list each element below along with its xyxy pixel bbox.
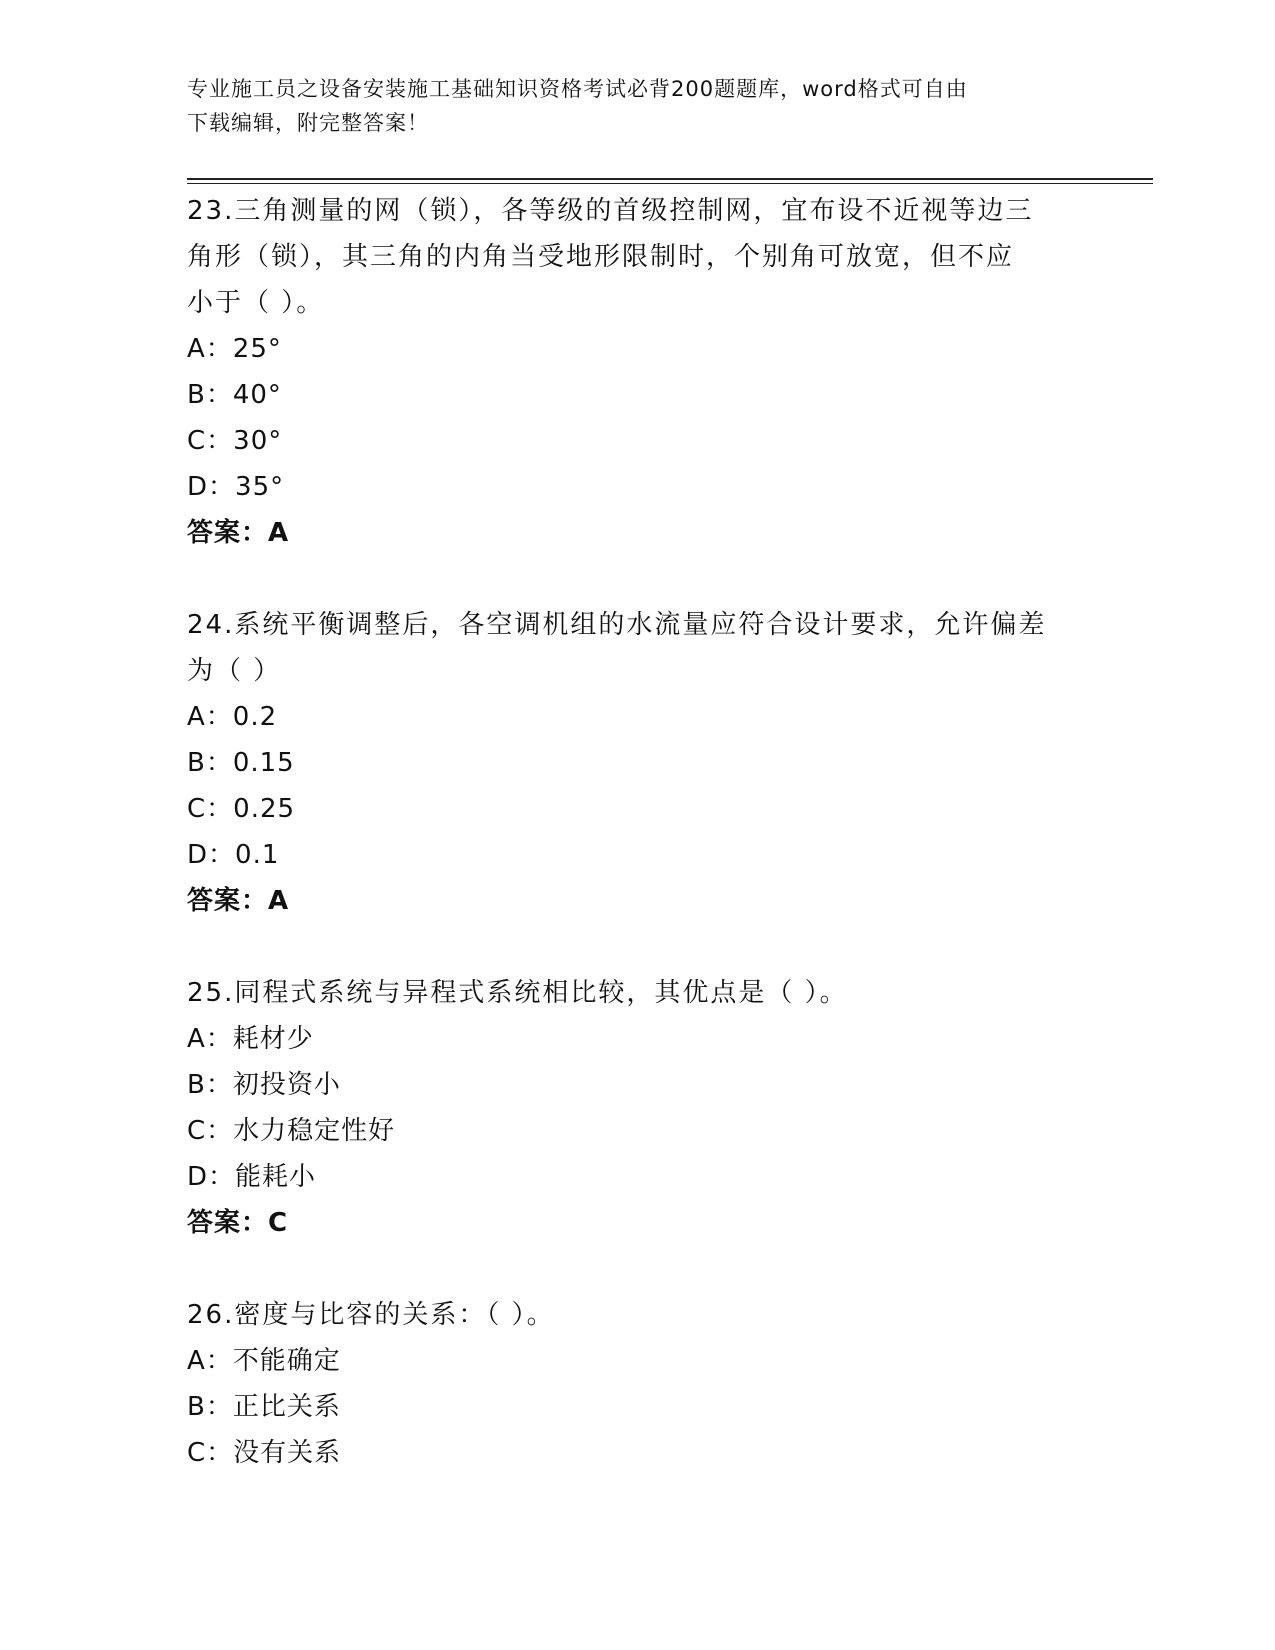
- option-b: B：正比关系: [187, 1392, 341, 1422]
- question-stem-line: 角形（锁），其三角的内角当受地形限制时，个别角可放宽，但不应: [187, 242, 1015, 272]
- option-c: C：没有关系: [187, 1438, 342, 1468]
- option-c: C：30°: [187, 426, 283, 456]
- header-divider-thin: [187, 183, 1153, 184]
- question-stem-line: 23.三角测量的网（锁），各等级的首级控制网，宜布设不近视等边三: [187, 196, 1034, 226]
- question-list: [187, 188, 1087, 1522]
- answer: 答案：A: [187, 886, 290, 916]
- question-stem-line: 25.同程式系统与异程式系统相比较，其优点是（ ）。: [187, 978, 848, 1008]
- option-a: A：0.2: [187, 702, 278, 732]
- answer: 答案：A: [187, 518, 290, 548]
- option-a: A：耗材少: [187, 1024, 314, 1054]
- header-divider-thick: [187, 178, 1153, 180]
- question-stem-line: 26.密度与比容的关系：（ ）。: [187, 1300, 555, 1330]
- option-a: A：不能确定: [187, 1346, 341, 1376]
- option-a: A：25°: [187, 334, 282, 364]
- option-c: C：水力稳定性好: [187, 1116, 396, 1146]
- option-d: D：能耗小: [187, 1162, 317, 1192]
- option-b: B：0.15: [187, 748, 295, 778]
- question-26: [187, 1292, 1087, 1476]
- option-b: B：40°: [187, 380, 282, 410]
- option-c: C：0.25: [187, 794, 296, 824]
- option-d: D：35°: [187, 472, 285, 502]
- option-b: B：初投资小: [187, 1070, 341, 1100]
- option-d: D：0.1: [187, 840, 280, 870]
- header-line-2: 下载编辑，附完整答案！: [187, 111, 429, 135]
- question-24: [187, 602, 1087, 924]
- question-stem-line: 小于（ ）。: [187, 288, 325, 318]
- question-stem-line: 24.系统平衡调整后，各空调机组的水流量应符合设计要求，允许偏差: [187, 610, 1047, 640]
- question-stem-line: 为（ ）: [187, 656, 282, 686]
- document-header: [187, 72, 1067, 140]
- header-line-1: 专业施工员之设备安装施工基础知识资格考试必背200题题库，word格式可自由: [187, 77, 968, 101]
- question-23: [187, 188, 1087, 556]
- answer: 答案：C: [187, 1208, 289, 1238]
- question-25: [187, 970, 1087, 1246]
